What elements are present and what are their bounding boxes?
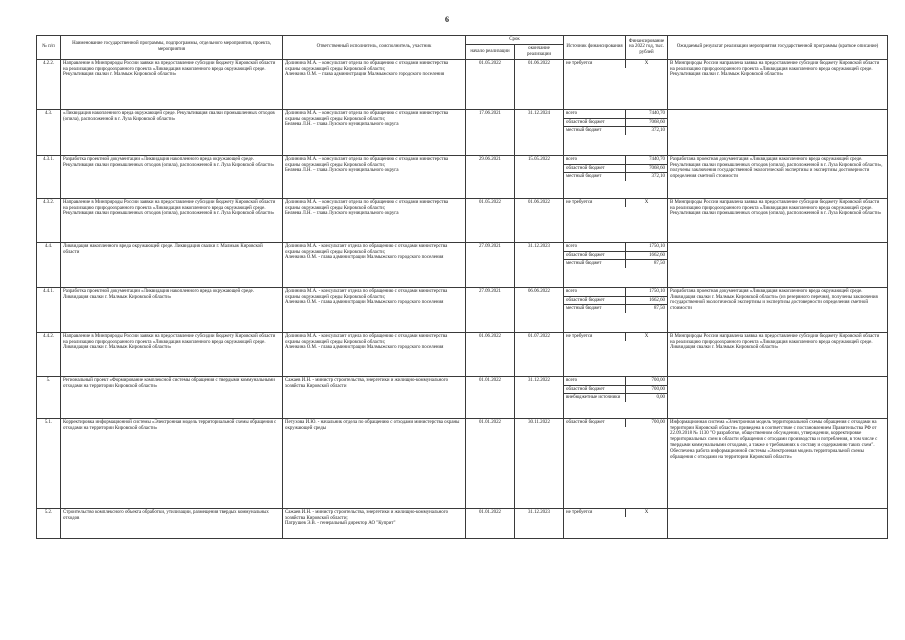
row-start: 01.01.2022 — [466, 376, 515, 418]
row-exec — [283, 287, 466, 332]
funding-line — [564, 156, 667, 165]
exec-line: Долинина М.А. - консультант отдела по обращению с отходами министерства охраны окружающей среды Кировской области; — [285, 243, 448, 255]
row-name: Направление в Минприроды России заявки на предоставление субсидии бюджету Кировской области на реализацию природоохранного проекта «Ликвидация накопленного вреда окружающей среде. Рекультивация свалки г. Малмыж Кировской области» — [61, 59, 283, 109]
funding-value: 372,10 — [651, 174, 665, 180]
row-start: 01.01.2022 — [466, 418, 515, 508]
row-funding-source — [564, 59, 668, 109]
funding-line — [564, 60, 667, 68]
row-exec — [283, 418, 466, 508]
funding-source: местный бюджет — [564, 305, 626, 313]
table-row — [37, 242, 888, 287]
row-start: 01.06.2022 — [466, 332, 515, 376]
funding-value: 1750,10 — [649, 243, 665, 249]
row-num: 4.2.2. — [37, 59, 61, 109]
funding-value: 700,00 — [651, 386, 665, 392]
funding-source: не требуется — [564, 333, 626, 341]
funding-line — [564, 377, 667, 386]
row-result — [668, 109, 888, 155]
funding-value: Х — [644, 333, 649, 339]
funding-line — [564, 119, 667, 128]
row-result: В Минприроды России направлена заявка на предоставление субсидии бюджету Кировской области на реализацию природоохранного проекта «Ликвидация накопленного вреда окружающей среде. Ликвидация свалки г. Малмыж Кировской области» — [668, 332, 888, 376]
row-funding-source — [564, 332, 668, 376]
exec-line: Долинина М.А. – консультант отдела по обращению с отходами министерства охраны окружающей среды Кировской области; — [285, 110, 449, 122]
funding-value: 87,50 — [653, 261, 665, 267]
funding-line — [564, 252, 667, 261]
table-body — [37, 59, 888, 538]
page-number: 6 — [445, 15, 449, 24]
table-row — [37, 418, 888, 508]
funding-line — [564, 288, 667, 297]
table-row — [37, 109, 888, 155]
exec-line: Аленкина О.М. - глава администрации Малмыжского городского поселения — [285, 255, 444, 261]
row-result: Разработана проектная документация «Ликвидация накопленного вреда окружающей среде. Рекультивация свалки промышленных отходов (опила), расположенной в г. Луза Кировской области», получены заключения государственной экологической экспертизы и экспертизы достоверности определения сметной стоимости — [668, 155, 888, 198]
funding-line — [564, 127, 667, 135]
row-funding-source — [564, 376, 668, 418]
funding-line — [564, 165, 667, 174]
row-result — [668, 508, 888, 538]
row-exec — [283, 198, 466, 242]
funding-source: не требуется — [564, 509, 626, 517]
funding-source: внебюджетные источники — [564, 394, 626, 402]
funding-source: местный бюджет — [564, 127, 626, 135]
exec-line: Аленкина О.М. - глава администрации Малмыжского городского поселения — [285, 345, 444, 351]
funding-source: местный бюджет — [564, 260, 626, 268]
exec-line: Долинина М.А. - консультант отдела по обращению с отходами министерства охраны окружающей среды Кировской области; — [285, 333, 448, 345]
header-start: начало реализации — [466, 44, 515, 59]
funding-value: 700,00 — [651, 419, 665, 425]
row-result: Информационная система «Электронная модель территориальной схемы обращения с отходами на территории Кировской области» приведена в соответствие с постановлением Правительства РФ от 22.09.2018 № 1130 "О разработке, общественном обсуждении, утверждении, корректировке территориальных схем в области обращения с отходами производства и потребления, в том числе с твердыми коммунальными отходами, а также о требованиях к составу и содержанию таких схем". Обеспечена работа информационной системы «Электронная модель территориальной схемы обращения с отходами на территории Кировской области» — [668, 418, 888, 508]
row-end: 06.06.2022 — [515, 287, 564, 332]
funding-value: 1662,60 — [649, 297, 665, 303]
funding-source: всего — [564, 156, 626, 164]
exec-line: Сажаев И.Н. - министр строительства, энергетики и жилищно-коммунального хозяйства Кировской области — [285, 377, 449, 389]
funding-value: 372,10 — [651, 128, 665, 134]
exec-line: Долинина М.А. – консультант отдела по обращению с отходами министерства охраны окружающей среды Кировской области; — [285, 156, 449, 168]
funding-value: Х — [644, 509, 649, 515]
table-row — [37, 287, 888, 332]
row-end: 31.12.2023 — [515, 508, 564, 538]
row-result: В Минприроды России направлена заявка на предоставление субсидии бюджету Кировской области на реализацию природоохранного проекта «Ликвидация накопленного вреда окружающей среде. Рекультивация свалки промышленных отходов (опила), расположенной в г. Луза Кировской области» — [668, 198, 888, 242]
funding-source: всего — [564, 377, 626, 385]
funding-line — [564, 297, 667, 306]
funding-line — [564, 333, 667, 341]
funding-source: не требуется — [564, 60, 626, 68]
row-funding-source — [564, 198, 668, 242]
row-exec — [283, 59, 466, 109]
exec-line: Аленкина О.М. – глава администрации Малмыжского городского поселения — [285, 72, 445, 78]
funding-value: Х — [644, 60, 649, 66]
row-end: 15.05.2022 — [515, 155, 564, 198]
exec-line: Долинина М.А. - консультант отдела по обращению с отходами министерства охраны окружающей среды Кировской области; — [285, 288, 448, 300]
row-name: Разработка проектной документации «Ликвидация накопленного вреда окружающей среде. Ликвидация свалки г. Малмыж Кировской области» — [61, 287, 283, 332]
exec-line: Аленкина О.М. - глава администрации Малмыжского городского поселения — [285, 300, 444, 306]
row-name: Строительство комплексного объекта обработки, утилизации, размещения твердых коммунальных отходов — [61, 508, 283, 538]
exec-line: Беляева Л.Н. – глава Лузского муниципального округа — [285, 211, 399, 217]
funding-line — [564, 173, 667, 181]
header-num: № п/п — [37, 36, 61, 60]
funding-source: всего — [564, 243, 626, 251]
funding-value: 7068,60 — [649, 119, 665, 125]
row-result: Разработана проектная документация «Ликвидация накопленного вреда окружающей среде. Ликвидация свалки г. Малмыж Кировской области» (из резервного перечня), получены заключения государственной экологической экспертизы и экспертизы достоверности определения сметной стоимости — [668, 287, 888, 332]
funding-line — [564, 419, 667, 427]
program-table — [36, 35, 888, 539]
exec-line: Патрушев Э.В. - генеральный директор АО "Куприт" — [285, 521, 396, 527]
header-end: окончание реализации — [515, 44, 564, 59]
table-row — [37, 508, 888, 538]
row-num: 4.3.2. — [37, 198, 61, 242]
funding-source: областной бюджет — [564, 419, 626, 427]
row-result — [668, 242, 888, 287]
row-end: 30.11.2022 — [515, 418, 564, 508]
row-end: 31.12.2023 — [515, 242, 564, 287]
row-name: Региональный проект «Формирование комплексной системы обращения с твердыми коммунальными отходами на территории Кировской области» — [61, 376, 283, 418]
funding-source: всего — [564, 288, 626, 296]
row-start: 01.01.2022 — [466, 508, 515, 538]
exec-line: Беляева Л.Н. – глава Лузского муниципального округа — [285, 122, 399, 128]
funding-source: областной бюджет — [564, 297, 626, 305]
table-header — [37, 36, 888, 60]
exec-line: Беляева Л.Н. – глава Лузского муниципального округа — [285, 168, 399, 174]
header-term: Срок — [466, 36, 564, 45]
row-name: Направление в Минприроды России заявки на предоставление субсидии бюджету Кировской области на реализацию природоохранного проекта «Ликвидация накопленного вреда окружающей среде. Ликвидация свалки г. Малмыж Кировской области» — [61, 332, 283, 376]
header-source: Источник финансирования — [564, 36, 626, 60]
table-row — [37, 332, 888, 376]
table-row — [37, 198, 888, 242]
funding-line — [564, 509, 667, 517]
row-start: 27.09.2021 — [466, 242, 515, 287]
funding-value: 87,50 — [653, 306, 665, 312]
row-name: Направление в Минприроды России заявки на предоставление субсидии бюджету Кировской области на реализацию природоохранного проекта «Ликвидация накопленного вреда окружающей среде. Рекультивация свалки промышленных отходов (опила), расположенной в г. Луза Кировской области» — [61, 198, 283, 242]
exec-line: Долинина М.А. – консультант отдела по обращению с отходами министерства охраны окружающей среды Кировской области; — [285, 199, 449, 211]
row-exec — [283, 332, 466, 376]
table-row — [37, 376, 888, 418]
row-num: 4.3.1. — [37, 155, 61, 198]
row-exec — [283, 242, 466, 287]
exec-line: Сажаев И.Н. - министр строительства, энергетики и жилищно-коммунального хозяйства Кировской области; — [285, 509, 449, 521]
funding-value: 1750,10 — [649, 288, 665, 294]
row-name: Ликвидация накопленного вреда окружающей среде. Ликвидация свалки г. Малмыж Кировской области — [61, 242, 283, 287]
row-end: 31.12.2024 — [515, 109, 564, 155]
row-start: 27.09.2021 — [466, 287, 515, 332]
exec-line: Петухова И.Ю. - начальник отдела по обращению с отходами министерства охраны окружающей среды — [285, 419, 460, 431]
funding-value: Х — [644, 199, 649, 205]
funding-source: не требуется — [564, 199, 626, 207]
funding-line — [564, 110, 667, 119]
row-num: 4.4. — [37, 242, 61, 287]
row-start: 29.06.2021 — [466, 155, 515, 198]
row-num: 5. — [37, 376, 61, 418]
row-name: «Ликвидация накопленного вреда окружающей среде. Рекультивация свалки промышленных отходов (опила), расположенной в г. Луза Кировской области» — [61, 109, 283, 155]
funding-source: областной бюджет — [564, 252, 626, 260]
header-name: Наименование государственной программы, подпрограммы, отдельного мероприятия, проекта, мероприятия — [61, 36, 283, 60]
row-result: В Минприроды России направлена заявка на предоставление субсидии бюджету Кировской области на реализацию природоохранного проекта «Ликвидация накопленного вреда окружающей среде. Рекультивация свалки г. Малмыж Кировской области» — [668, 59, 888, 109]
funding-value: 7068,60 — [649, 165, 665, 171]
row-exec — [283, 155, 466, 198]
funding-line — [564, 305, 667, 313]
header-result: Ожидаемый результат реализации мероприятия государственной программы (краткое описание) — [668, 36, 888, 60]
row-num: 4.4.1. — [37, 287, 61, 332]
row-funding-source — [564, 242, 668, 287]
funding-line — [564, 199, 667, 207]
row-start: 01.05.2022 — [466, 59, 515, 109]
funding-value: 7440,70 — [649, 156, 665, 162]
funding-value: 700,00 — [651, 377, 665, 383]
funding-source: всего — [564, 110, 626, 118]
row-num: 5.1. — [37, 418, 61, 508]
row-funding-source — [564, 287, 668, 332]
row-name: Разработка проектной документации «Ликвидация накопленного вреда окружающей среде. Рекультивация свалки промышленных отходов (опила), расположенной в г. Луза Кировской области» — [61, 155, 283, 198]
row-name: Корректировка информационной системы «Электронная модель территориальной схемы обращения с отходами на территории Кировской области» — [61, 418, 283, 508]
funding-source: местный бюджет — [564, 173, 626, 181]
funding-source: областной бюджет — [564, 119, 626, 127]
row-end: 01.06.2022 — [515, 59, 564, 109]
row-num: 4.3. — [37, 109, 61, 155]
funding-source: областной бюджет — [564, 165, 626, 173]
funding-value: 1662,60 — [649, 252, 665, 258]
row-end: 01.06.2022 — [515, 198, 564, 242]
row-num: 5.2. — [37, 508, 61, 538]
row-num: 4.4.2. — [37, 332, 61, 376]
row-end: 31.12.2022 — [515, 376, 564, 418]
table-row — [37, 59, 888, 109]
row-start: 01.05.2022 — [466, 198, 515, 242]
funding-source: областной бюджет — [564, 386, 626, 394]
funding-line — [564, 394, 667, 402]
row-end: 01.07.2022 — [515, 332, 564, 376]
table-row — [37, 155, 888, 198]
header-fin: Финансирование на 2022 год, тыс. рублей — [626, 36, 668, 60]
funding-line — [564, 386, 667, 395]
row-funding-source — [564, 418, 668, 508]
row-funding-source — [564, 109, 668, 155]
row-exec — [283, 376, 466, 418]
header-exec: Ответственный исполнитель, соисполнитель, участник — [283, 36, 466, 60]
row-exec — [283, 109, 466, 155]
funding-line — [564, 260, 667, 268]
funding-value: 7440,70 — [649, 110, 665, 116]
row-funding-source — [564, 155, 668, 198]
exec-line: Долинина М.А. – консультант отдела по обращению с отходами министерства охраны окружающей среды Кировской области; — [285, 60, 449, 72]
row-result — [668, 376, 888, 418]
row-funding-source — [564, 508, 668, 538]
row-start: 17.06.2021 — [466, 109, 515, 155]
funding-line — [564, 243, 667, 252]
funding-value: 0,00 — [656, 395, 665, 401]
row-exec — [283, 508, 466, 538]
